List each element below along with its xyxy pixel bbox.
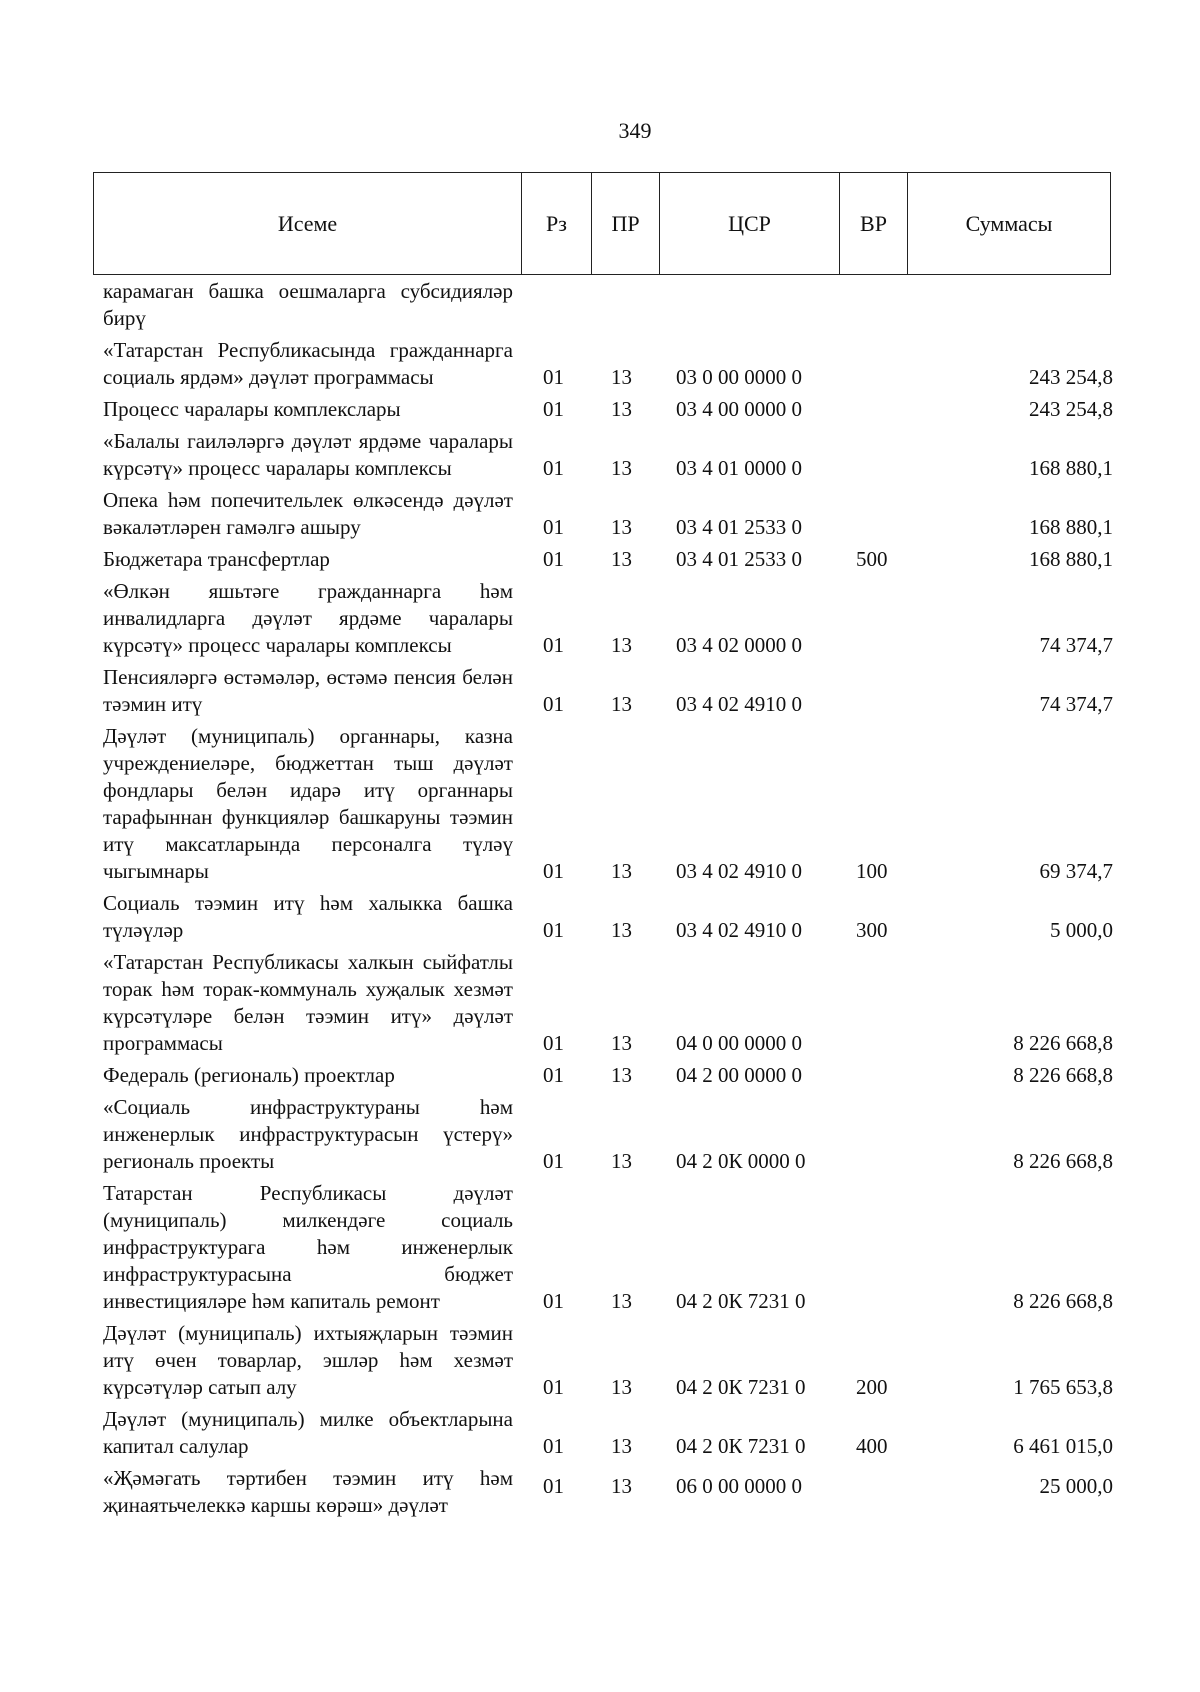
table-body [103, 278, 1113, 1524]
table-row [103, 396, 1113, 423]
row-csr: 04 2 0К 0000 0 [676, 1149, 806, 1173]
row-sum: 8 226 668,8 [1013, 1063, 1113, 1087]
table-row [103, 664, 1113, 718]
row-name: «Өлкән яшьтәге гражданнарга һәм инвалидларга дәүләт ярдәме чаралары күрсәтү» процесс чаралары комплексы [103, 579, 513, 657]
row-rz: 01 [543, 397, 564, 421]
header-vr: ВР [840, 173, 908, 274]
row-rz: 01 [543, 1474, 564, 1498]
row-sum: 74 374,7 [1039, 692, 1113, 716]
row-vr: 400 [856, 1434, 888, 1458]
row-pr: 13 [611, 547, 632, 571]
row-csr: 03 4 02 4910 0 [676, 859, 802, 883]
row-sum: 1 765 653,8 [1013, 1375, 1113, 1399]
row-name: «Балалы гаиләләргә дәүләт ярдәме чаралары күрсәтү» процесс чаралары комплексы [103, 429, 513, 480]
table-row [103, 278, 1113, 332]
row-rz: 01 [543, 692, 564, 716]
row-name: Татарстан Республикасы дәүләт (муниципаль) милкендәге социаль инфраструктурага һәм инженерлык инфраструктурасына бюджет инвестицияләре һәм капиталь ремонт [103, 1181, 513, 1313]
table-row [103, 337, 1113, 391]
row-name: Федераль (региональ) проектлар [103, 1063, 395, 1087]
row-rz: 01 [543, 1375, 564, 1399]
row-sum: 69 374,7 [1039, 859, 1113, 883]
row-rz: 01 [543, 1289, 564, 1313]
row-pr: 13 [611, 365, 632, 389]
row-name: Дәүләт (муниципаль) органнары, казна учреждениеләре, бюджеттан тыш дәүләт фондлары белән идарә итү органнары тарафыннан функцияләр башкаруны тәэмин итү максатларында персоналга түләү чыгымнары [103, 724, 513, 883]
row-rz: 01 [543, 515, 564, 539]
row-pr: 13 [611, 1434, 632, 1458]
row-rz: 01 [543, 1149, 564, 1173]
table-row [103, 1465, 1113, 1519]
row-rz: 01 [543, 1063, 564, 1087]
row-sum: 25 000,0 [1039, 1474, 1113, 1498]
header-pr: ПР [592, 173, 660, 274]
row-sum: 243 254,8 [1029, 397, 1113, 421]
row-csr: 03 4 02 4910 0 [676, 918, 802, 942]
row-name: Процесс чаралары комплекслары [103, 397, 401, 421]
table-row [103, 1180, 1113, 1315]
row-pr: 13 [611, 1375, 632, 1399]
row-rz: 01 [543, 633, 564, 657]
row-rz: 01 [543, 547, 564, 571]
row-csr: 04 2 00 0000 0 [676, 1063, 802, 1087]
row-csr: 03 4 01 2533 0 [676, 547, 802, 571]
row-pr: 13 [611, 1289, 632, 1313]
table-header [93, 172, 1111, 275]
row-name: Пенсияләргә өстәмәләр, өстәмә пенсия белән тәэмин итү [103, 665, 513, 716]
row-sum: 5 000,0 [1050, 918, 1113, 942]
row-csr: 04 2 0К 7231 0 [676, 1434, 806, 1458]
row-pr: 13 [611, 1031, 632, 1055]
table-row [103, 487, 1113, 541]
table-row [103, 1320, 1113, 1401]
row-pr: 13 [611, 859, 632, 883]
row-rz: 01 [543, 1434, 564, 1458]
header-name: Исеме [94, 173, 522, 274]
table-row [103, 1062, 1113, 1089]
row-sum: 168 880,1 [1029, 547, 1113, 571]
row-csr: 03 4 01 0000 0 [676, 456, 802, 480]
row-csr: 04 2 0К 7231 0 [676, 1289, 806, 1313]
row-name: «Социаль инфраструктураны һәм инженерлык инфраструктурасын үстерү» региональ проекты [103, 1095, 513, 1173]
row-sum: 8 226 668,8 [1013, 1031, 1113, 1055]
row-csr: 04 2 0К 7231 0 [676, 1375, 806, 1399]
row-pr: 13 [611, 633, 632, 657]
row-pr: 13 [611, 1063, 632, 1087]
row-name: Дәүләт (муниципаль) ихтыяҗларын тәэмин итү өчен товарлар, эшләр һәм хезмәт күрсәтүләр сатып алу [103, 1321, 513, 1399]
row-csr: 03 4 02 0000 0 [676, 633, 802, 657]
row-rz: 01 [543, 918, 564, 942]
row-csr: 03 0 00 0000 0 [676, 365, 802, 389]
row-pr: 13 [611, 515, 632, 539]
table-row [103, 890, 1113, 944]
row-name: «Татарстан Республикасы халкын сыйфатлы торак һәм торак-коммуналь хуҗалык хезмәт күрсәтүләре белән тәэмин итү» дәүләт программасы [103, 950, 513, 1055]
row-sum: 168 880,1 [1029, 515, 1113, 539]
header-rz: Рз [522, 173, 592, 274]
row-name: Дәүләт (муниципаль) милке объектларына капитал салулар [103, 1407, 513, 1458]
row-csr: 03 4 01 2533 0 [676, 515, 802, 539]
row-pr: 13 [611, 918, 632, 942]
table-row [103, 428, 1113, 482]
row-pr: 13 [611, 1474, 632, 1498]
table-row [103, 578, 1113, 659]
row-pr: 13 [611, 692, 632, 716]
row-pr: 13 [611, 456, 632, 480]
row-name: «Җәмәгать тәртибен тәэмин итү һәм җинаятьчелеккә каршы көрәш» дәүләт [103, 1466, 513, 1517]
row-csr: 03 4 02 4910 0 [676, 692, 802, 716]
row-sum: 8 226 668,8 [1013, 1289, 1113, 1313]
row-csr: 06 0 00 0000 0 [676, 1474, 802, 1498]
table-row [103, 949, 1113, 1057]
row-name: Социаль тәэмин итү һәм халыкка башка түләүләр [103, 891, 513, 942]
row-sum: 168 880,1 [1029, 456, 1113, 480]
row-csr: 04 0 00 0000 0 [676, 1031, 802, 1055]
row-vr: 300 [856, 918, 888, 942]
row-pr: 13 [611, 1149, 632, 1173]
row-sum: 74 374,7 [1039, 633, 1113, 657]
row-sum: 243 254,8 [1029, 365, 1113, 389]
table-row [103, 1094, 1113, 1175]
row-name: Бюджетара трансфертлар [103, 547, 330, 571]
row-rz: 01 [543, 859, 564, 883]
row-name: карамаган башка оешмаларга субсидияләр бирү [103, 279, 513, 330]
table-row [103, 723, 1113, 885]
row-rz: 01 [543, 456, 564, 480]
row-pr: 13 [611, 397, 632, 421]
table-row [103, 1406, 1113, 1460]
row-rz: 01 [543, 365, 564, 389]
header-csr: ЦСР [660, 173, 840, 274]
row-vr: 500 [856, 547, 888, 571]
row-vr: 100 [856, 859, 888, 883]
table-row [103, 546, 1113, 573]
row-vr: 200 [856, 1375, 888, 1399]
row-sum: 6 461 015,0 [1013, 1434, 1113, 1458]
page-number: 349 [618, 118, 652, 143]
row-sum: 8 226 668,8 [1013, 1149, 1113, 1173]
header-sum: Суммасы [965, 210, 1053, 236]
row-rz: 01 [543, 1031, 564, 1055]
row-name: «Татарстан Республикасында гражданнарга социаль ярдәм» дәүләт программасы [103, 338, 513, 389]
row-name: Опека һәм попечительлек өлкәсендә дәүләт вәкаләтләрен гамәлгә ашыру [103, 488, 513, 539]
row-csr: 03 4 00 0000 0 [676, 397, 802, 421]
